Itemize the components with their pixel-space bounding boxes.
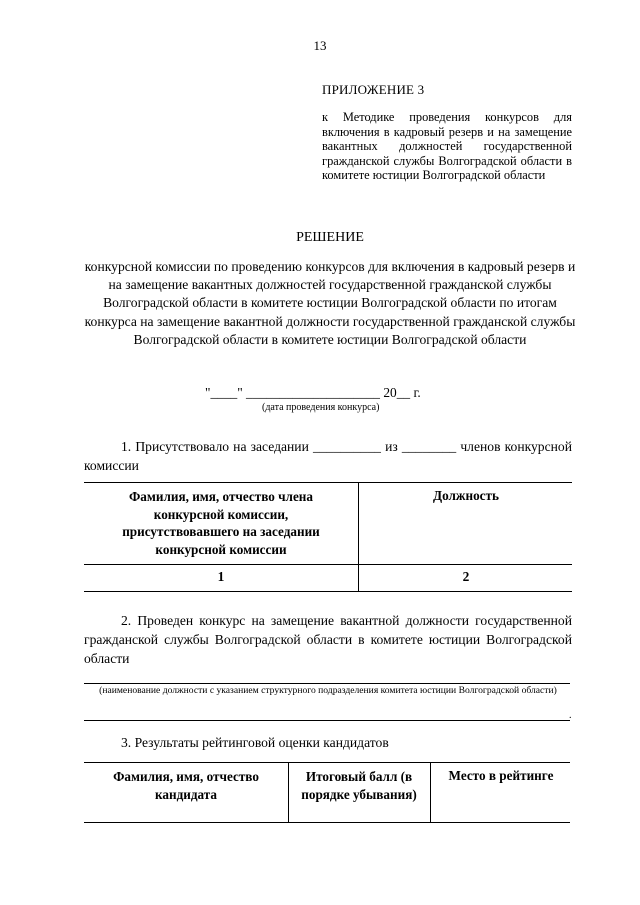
position-fill-line	[84, 720, 570, 721]
line-end-mark: .	[569, 710, 572, 721]
date-line: "____" ____________________ 20__ г.	[205, 385, 421, 400]
column-header-total-score: Итоговый балл (в порядке убывания)	[301, 769, 417, 802]
table-border	[84, 762, 570, 763]
column-header-candidate-name: Фамилия, имя, отчество кандидата	[113, 769, 259, 802]
decision-title: РЕШЕНИЕ	[296, 230, 364, 245]
appendix-title: ПРИЛОЖЕНИЕ 3	[322, 82, 425, 97]
section-1-text: 1. Присутствовало на заседании __________ из ________ членов конкурсной комиссии	[84, 439, 572, 473]
section-3-text: 3. Результаты рейтинговой оценки кандидатов	[121, 735, 389, 750]
column-header-member-name: Фамилия, имя, отчество члена конкурсной комиссии, присутствовавшего на заседании конкурсной комиссии	[122, 489, 320, 557]
table-border	[84, 482, 572, 483]
date-caption: (дата проведения конкурса)	[262, 402, 380, 413]
table-border	[84, 564, 572, 565]
table-divider	[430, 762, 431, 822]
column-number-2: 2	[462, 569, 470, 584]
column-number-1: 1	[217, 569, 225, 584]
column-header-rank: Место в рейтинге	[448, 768, 554, 783]
page-number: 13	[313, 38, 327, 53]
table-divider	[358, 482, 359, 592]
decision-subtitle: конкурсной комиссии по проведению конкурсов для включения в кадровый резерв и на замещение вакантных должностей государственной гражданской службы Волгоградской области в комитете юстиции Волгоградской области по итогам конкурса на замещение вакантной должности государственной гражданской службы Волгоградской области в комитете юстиции Волгоградской области	[84, 259, 576, 347]
column-header-position: Должность	[433, 488, 499, 503]
appendix-reference: к Методике проведения конкурсов для включения в кадровый резерв и на замещение вакантных должностей государственной гражданской службы Волгоградской области в комитете юстиции Волгоградской области	[322, 110, 572, 182]
position-caption: (наименование должности с указанием структурного подразделения комитета юстиции Волгоградской области)	[99, 685, 557, 696]
section-2-text: 2. Проведен конкурс на замещение вакантной должности государственной гражданской службы Волгоградской области в комитете юстиции Волгоградской области	[84, 613, 572, 666]
position-fill-line	[84, 683, 570, 684]
table-border	[84, 591, 572, 592]
table-border	[84, 822, 570, 823]
